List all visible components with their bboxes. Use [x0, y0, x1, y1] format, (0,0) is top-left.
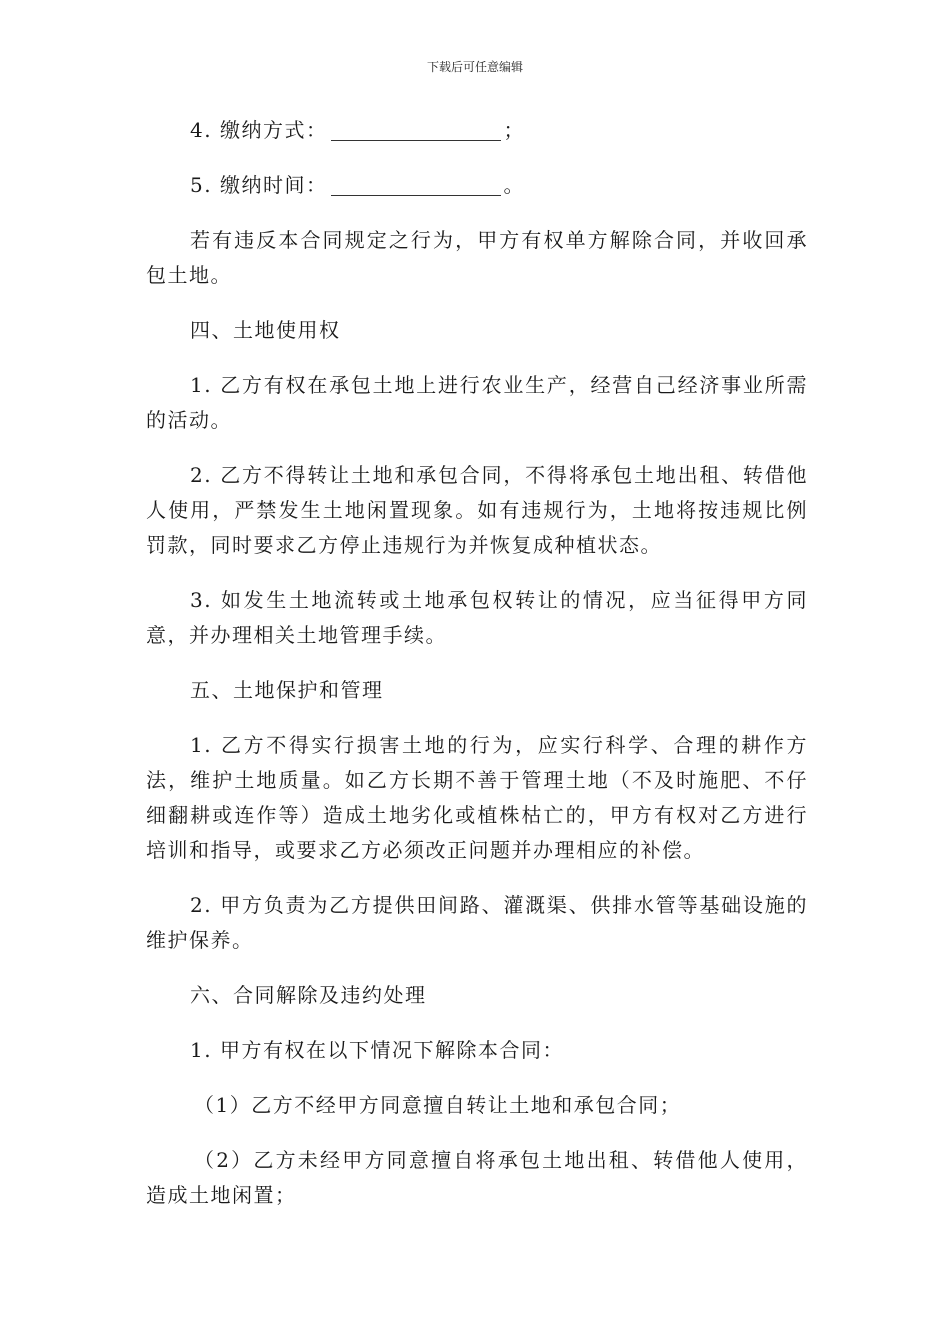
- section-5-item-1: 1. 乙方不得实行损害土地的行为，应实行科学、合理的耕作方法，维护土地质量。如乙方长期不善于管理土地（不及时施肥、不仔细翻耕或连作等）造成土地劣化或植株枯亡的，甲方有权对乙方进行培训和指导，或要求乙方必须改正问题并办理相应的补偿。: [146, 733, 808, 862]
- payment-time-blank[interactable]: [331, 175, 501, 196]
- section-6-item-1: 1. 甲方有权在以下情况下解除本合同：: [190, 1038, 564, 1062]
- page-header: 下载后可任意编辑: [426, 60, 523, 74]
- section-6-title: 六、合同解除及违约处理: [190, 983, 427, 1007]
- payment-time-line: [146, 168, 808, 203]
- section-5-item-2: 2. 甲方负责为乙方提供田间路、灌溉渠、供排水管等基础设施的维护保养。: [146, 893, 808, 952]
- section-5-title: 五、土地保护和管理: [190, 678, 384, 702]
- document-body: [146, 113, 808, 1233]
- section-6-item-1-b: （2）乙方未经甲方同意擅自将承包土地出租、转借他人使用，造成土地闲置；: [146, 1148, 808, 1207]
- payment-method-label: 4. 缴纳方式：: [190, 118, 328, 142]
- payment-method-blank[interactable]: [331, 120, 501, 141]
- violation-paragraph: 若有违反本合同规定之行为，甲方有权单方解除合同，并收回承包土地。: [146, 228, 808, 287]
- section-6-item-1-a: （1）乙方不经甲方同意擅自转让土地和承包合同；: [194, 1093, 682, 1117]
- payment-method-line: [146, 113, 808, 148]
- section-4-title: 四、土地使用权: [190, 318, 341, 342]
- section-4-item-3: 3. 如发生土地流转或土地承包权转让的情况，应当征得甲方同意，并办理相关土地管理手续。: [146, 588, 808, 647]
- section-4-item-2: 2. 乙方不得转让土地和承包合同，不得将承包土地出租、转借他人使用，严禁发生土地闲置现象。如有违规行为，土地将按违规比例罚款，同时要求乙方停止违规行为并恢复成种植状态。: [146, 463, 808, 557]
- payment-time-suffix: 。: [503, 173, 525, 197]
- payment-method-suffix: ；: [503, 118, 525, 142]
- payment-time-label: 5. 缴纳时间：: [190, 173, 328, 197]
- section-4-item-1: 1. 乙方有权在承包土地上进行农业生产，经营自己经济事业所需的活动。: [146, 373, 808, 432]
